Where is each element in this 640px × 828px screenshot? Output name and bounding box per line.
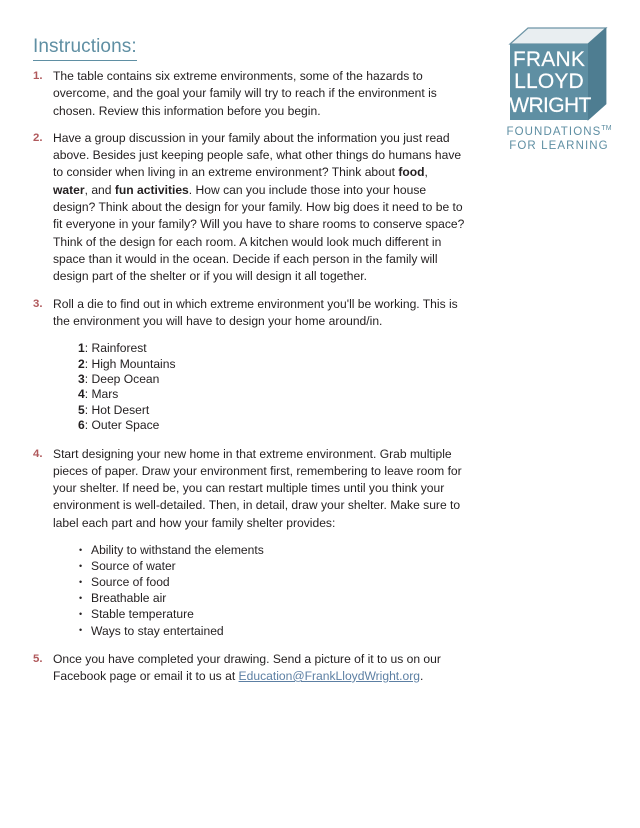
step-text: Start designing your new home in that extreme environment. Grab multiple pieces of paper. Draw your environment first, remembering to leave room for your shelter. If need be, you can restart multiple times until you think your environment is well-detailed. Then, in detail, draw your shelter. Make sure to label each part and how your family shelter provides: [53,446,462,530]
die-separator: : [84,387,89,402]
instruction-step-1 [33,68,465,120]
step-text-bold-food: food [398,165,425,180]
die-number: 5 [78,402,85,417]
list-item [78,341,465,356]
logo-tagline [498,122,620,154]
die-label: Deep Ocean [91,371,160,386]
svg-text:FRANK: FRANK [512,48,586,71]
die-separator: : [84,341,89,356]
instruction-step-5 [33,651,465,686]
die-number: 3 [78,371,85,386]
list-item: • Ways to stay entertained [79,623,465,639]
list-item [78,387,465,402]
frank-lloyd-wright-logo [498,26,620,156]
list-item: • Stable temperature [79,606,465,622]
step-text: Have a group discussion in your family about the information you just read above. Besides just keeping people safe, what other things do humans have to consider when living in an extreme environment? Think about [53,130,462,180]
list-item [78,357,465,372]
step-text-trailing: . [420,668,424,683]
logo-tagline-line1: FOUNDATIONS [506,125,602,138]
step-text: , and [84,182,115,197]
shelter-requirements-list [33,542,465,639]
step-text: , [424,165,428,180]
step-number: 3. [33,297,43,310]
instruction-step-4 [33,446,465,532]
logo-cube-icon [506,26,610,122]
die-number: 1 [78,341,85,356]
svg-text:WRIGHT: WRIGHT [509,94,591,117]
die-separator: : [84,356,89,371]
die-number: 4 [78,387,85,402]
step-text-bold-fun-activities: fun activities [114,182,189,197]
step-text: Once you have completed your drawing. Send a picture of it to us on our Facebook page or email it to us at [53,651,441,683]
list-item [78,418,465,433]
die-label: High Mountains [91,356,176,371]
instruction-step-2 [33,130,465,286]
instructions-list [33,68,465,695]
die-label: Mars [91,387,119,402]
instruction-step-3 [33,296,465,331]
list-item: • Breathable air [79,590,465,606]
step-text: The table contains six extreme environments, some of the hazards to overcome, and the goal your family will try to reach if the environment is chosen. Review this information before you begin. [53,69,437,118]
logo-tagline-line2: FOR LEARNING [509,140,609,153]
die-environment-list [33,341,465,433]
die-number: 2 [78,356,85,371]
list-item: • Source of water [79,558,465,574]
step-text: Roll a die to find out in which extreme environment you'll be working. This is the environment you will have to design your home around/in. [53,296,458,328]
logo-trademark: TM [601,125,612,132]
page-title: Instructions: [33,36,137,61]
list-item: • Source of food [79,574,465,590]
die-number: 6 [78,418,85,433]
step-number: 2. [33,131,43,144]
step-text: . How can you include those into your house design? Think about the design for your family. How big does it need to be to fit everyone in your family? Will you have to share rooms to conserve space? Think of the design for each room. A kitchen would look much different in space than it would in the ocean. Decide if each person in the family will design part of the shelter or if you will design it all together. [53,182,465,284]
step-text-bold-water: water [53,182,85,197]
step-number: 4. [33,447,43,460]
svg-text:LLOYD: LLOYD [514,70,584,93]
die-separator: : [84,418,89,433]
die-label: Rainforest [91,341,147,356]
education-email-link[interactable]: Education@FrankLloydWright.org [238,668,421,683]
die-separator: : [84,402,89,417]
die-separator: : [84,371,89,386]
list-item: • Ability to withstand the elements [79,542,465,558]
list-item [78,403,465,418]
die-label: Outer Space [91,418,160,433]
list-item [78,372,465,387]
step-number: 5. [33,652,43,665]
die-label: Hot Desert [91,402,150,417]
step-number: 1. [33,70,43,82]
